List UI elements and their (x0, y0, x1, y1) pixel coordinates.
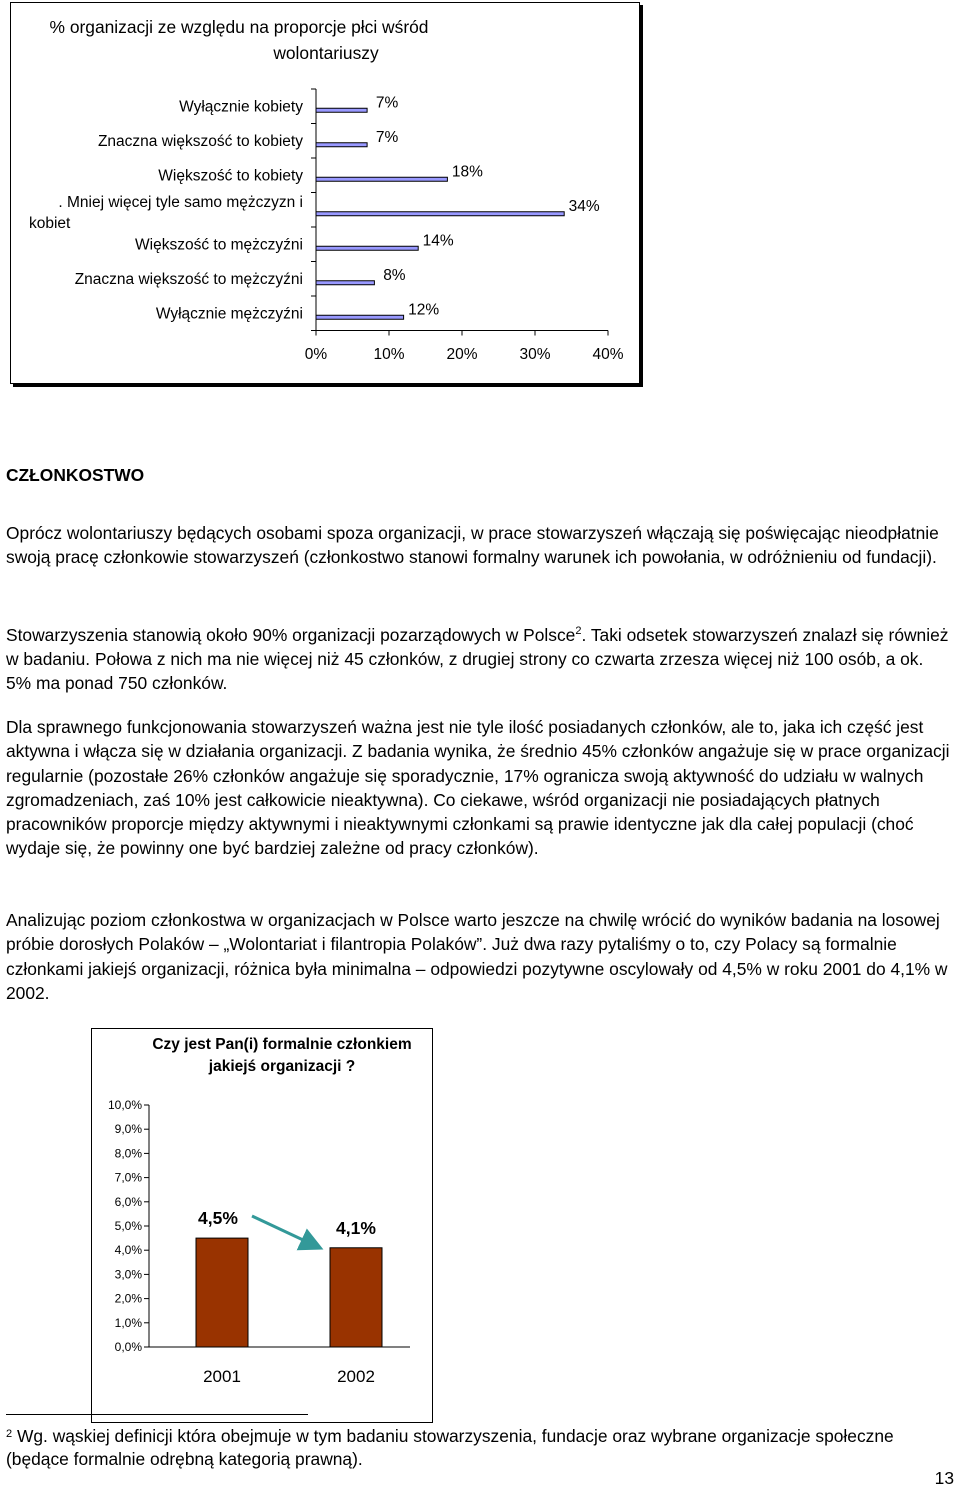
category-label: . Mniej więcej tyle samo mężczyzn i (58, 193, 303, 211)
category-label: Znaczna większość to kobiety (97, 132, 303, 150)
membership-chart-svg (92, 1029, 432, 1422)
bar (316, 177, 447, 181)
x-tick-label: 20% (446, 346, 478, 363)
bar (316, 281, 374, 285)
x-tick-label: 0% (304, 346, 328, 363)
paragraph-volunteers: Oprócz wolontariuszy będących osobami spoza organizacji, w prace stowarzyszeń włączają się poświęcając nieodpłatnie swoją pracę członkowie stowarzyszeń (członkostwo stanowi formalny warunek ich powołania, w odróżnieniu od fundacji). (6, 523, 939, 568)
page-number: 13 (934, 1468, 954, 1488)
x-category-label: 2002 (337, 1367, 375, 1386)
bar-value-label: 4,5% (198, 1208, 238, 1228)
paragraph-active-members: Dla sprawnego funkcjonowania stowarzyszeń ważna jest nie tyle ilość posiadanych członków, ale to, jaka ich część jest aktywna i włącza się w działania organizacji. Z badania wynika, że średnio 45% członków angażuje się w prace organizacji regularnie (pozostałe 26% członków angażuje się sporadycznie, 17% ogranicza swoją aktywność do udziału w walnych zgromadzeniach, zaś 10% jest całkowicie nieaktywna). Co ciekawe, wśród organizacji nie posiadających płatnych pracowników proporcje między aktywnymi i nieaktywnymi członkami są prawie identyczne jak dla całej populacji (choć wydaje się, że powinny one być bardziej zależne od pracy członków). (6, 717, 950, 859)
bar (316, 143, 367, 147)
category-label: Wyłącznie kobiety (179, 98, 303, 116)
x-category-label: 2001 (203, 1367, 241, 1386)
footnote-separator (6, 1414, 308, 1415)
paragraph-associations-part1: Stowarzyszenia stanowią około 90% organizacji pozarządowych w Polsce (6, 624, 576, 645)
x-tick-label: 30% (519, 346, 551, 363)
paragraph-associations-part2: . Taki odsetek stowarzyszeń znalazł się również w badaniu. Połowa z nich ma nie więcej niż 45 członków, z drugiej strony co czwarta zrzesza więcej niż 100 osób, a ok. 5% ma ponad 750 członków. (6, 624, 949, 694)
y-tick-label: 10,0% (107, 1098, 142, 1112)
category-label: Wyłącznie mężczyźni (155, 305, 303, 323)
y-tick-label: 5,0% (114, 1219, 142, 1233)
bar-value-label: 12% (408, 301, 440, 319)
paragraph-associations (6, 619, 950, 696)
bar (196, 1238, 248, 1347)
bar-value-label: 7% (375, 128, 399, 146)
chart2-title-line2: jakiejś organizacji ? (208, 1058, 356, 1075)
footnote-reference[interactable]: 2 (575, 625, 582, 637)
bar (316, 315, 404, 319)
y-tick-label: 9,0% (114, 1122, 142, 1137)
footnote (6, 1425, 950, 1471)
bar-value-label: 34% (568, 197, 600, 215)
x-tick-label: 40% (592, 346, 624, 363)
bar (316, 246, 418, 250)
paragraph-membership-level: Analizując poziom członkostwa w organizacjach w Polsce warto jeszcze na chwilę wrócić do wyników badania na losowej próbie dorosłych Polaków – „Wolontariat i filantropia Polaków”. Już dwa razy pytaliśmy o to, czy Polacy są formalnie członkami jakiejś organizacji, różnica była minimalna – odpowiedzi pozytywne oscylowały od 4,5% w roku 2001 do 4,1% w 2002. (6, 910, 948, 1003)
bar-value-label: 4,1% (336, 1218, 376, 1238)
y-tick-label: 8,0% (114, 1146, 142, 1161)
membership-chart (91, 1028, 433, 1423)
footnote-text: Wg. wąskiej definicji która obejmuje w tym badaniu stowarzyszenia, fundacje oraz wybrane organizacje społeczne (będące formalnie odrębną kategorią prawną). (6, 1426, 894, 1469)
bar (330, 1248, 382, 1347)
bar-value-label: 7% (375, 94, 399, 112)
y-tick-label: 2,0% (114, 1291, 142, 1306)
footnote-number: 2 (6, 1428, 13, 1440)
chart1-title-line1: % organizacji ze względu na proporcje płci wśród (49, 17, 429, 37)
gender-proportion-chart-svg (11, 3, 639, 383)
y-tick-label: 0,0% (114, 1340, 142, 1354)
trend-arrow (252, 1216, 318, 1247)
y-tick-label: 6,0% (114, 1194, 142, 1209)
y-tick-label: 1,0% (114, 1315, 142, 1330)
x-tick-label: 10% (373, 346, 405, 363)
gender-proportion-chart (10, 2, 640, 384)
bar (316, 212, 564, 216)
section-heading: CZŁONKOSTWO (6, 465, 145, 485)
y-tick-label: 3,0% (114, 1267, 142, 1282)
chart2-title-line1: Czy jest Pan(i) formalnie członkiem (152, 1036, 412, 1053)
y-tick-label: 4,0% (114, 1243, 142, 1258)
category-label: Większość to mężczyźni (135, 236, 303, 254)
category-label: Większość to kobiety (158, 167, 303, 185)
bar (316, 108, 367, 112)
category-label: kobiet (29, 214, 71, 232)
y-tick-label: 7,0% (114, 1170, 142, 1185)
chart1-title-line2: wolontariuszy (273, 43, 379, 63)
category-label: Znaczna większość to mężczyźni (74, 270, 303, 288)
bar-value-label: 18% (451, 163, 483, 181)
bar-value-label: 8% (383, 266, 406, 284)
bar-value-label: 14% (422, 232, 454, 250)
